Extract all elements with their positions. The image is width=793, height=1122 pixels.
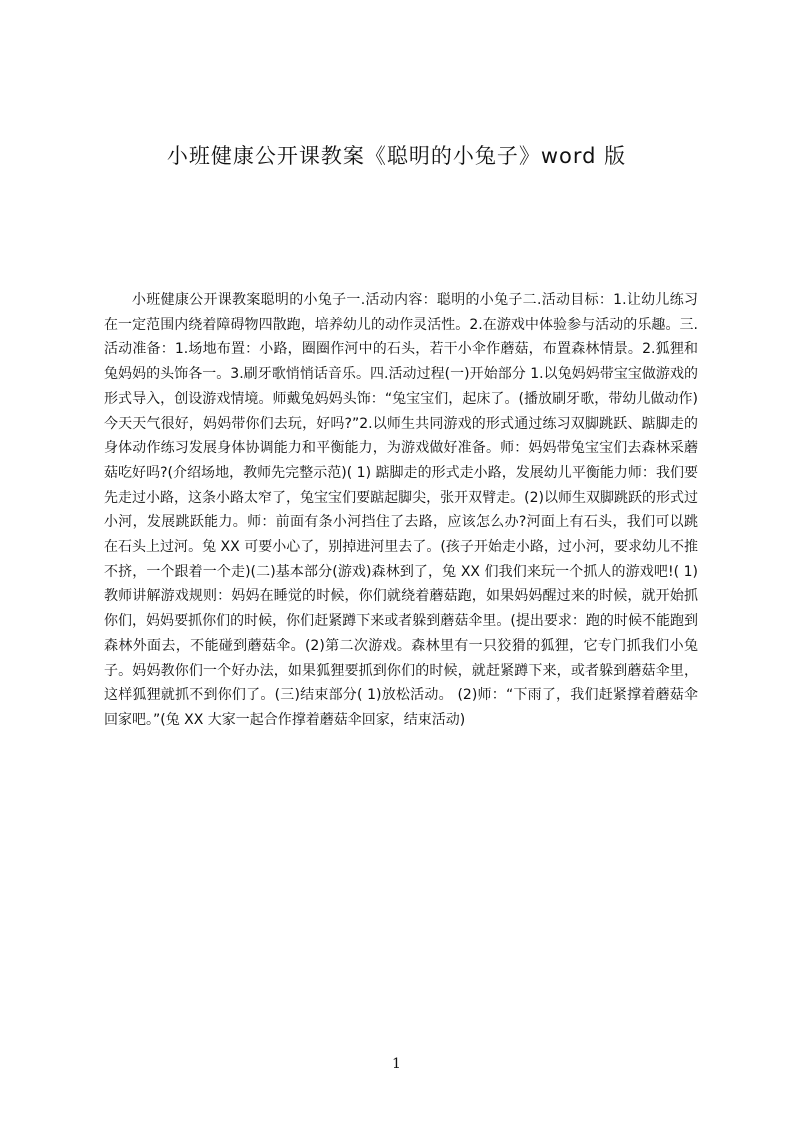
document-title: 小班健康公开课教案《聪明的小兔子》word 版: [166, 144, 627, 168]
document-body-paragraph: 小班健康公开课教案聪明的小兔子一.活动内容：聪明的小兔子二.活动目标：1.让幼儿练习在一定范围内绕着障碍物四散跑，培养幼儿的动作灵活性。2.在游戏中体验参与活动的乐趣。三.活动准备：1.场地布置：小路，圈圈作河中的石头，若干小伞作蘑菇，布置森林情景。2.狐狸和兔妈妈的头饰各一。3.刷牙歌悄悄话音乐。四.活动过程(一)开始部分 1.以兔妈妈带宝宝做游戏的形式导入，创设游戏情境。师戴兔妈妈头饰：“兔宝宝们，起床了。(播放刷牙歌，带幼儿做动作)今天天气很好，妈妈带你们去玩，好吗?”2.以师生共同游戏的形式通过练习双脚跳跃、踮脚走的身体动作练习发展身体协调能力和平衡能力，为游戏做好准备。师：妈妈带兔宝宝们去森林采蘑菇吃好吗?(介绍场地，教师先完整示范)( 1) 踮脚走的形式走小路，发展幼儿平衡能力师：我们要先走过小路，这条小路太窄了，兔宝宝们要踮起脚尖，张开双臂走。(2)以师生双脚跳跃的形式过小河，发展跳跃能力。师：前面有条小河挡住了去路，应该怎么办?河面上有石头，我们可以跳在石头上过河。兔 XX 可要小心了，别掉进河里去了。(孩子开始走小路，过小河，要求幼儿不推不挤，一个跟着一个走)(二)基本部分(游戏)森林到了，兔 XX 们我们来玩一个抓人的游戏吧!( 1) 教师讲解游戏规则：妈妈在睡觉的时候，你们就绕着蘑菇跑，如果妈妈醒过来的时候，就开始抓你们，妈妈要抓你们的时候，你们赶紧蹲下来或者躲到蘑菇伞里。(提出要求：跑的时候不能跑到森林外面去，不能碰到蘑菇伞。(2)第二次游戏。森林里有一只狡猾的狐狸，它专门抓我们小兔子。妈妈教你们一个好办法，如果狐狸要抓到你们的时候，就赶紧蹲下来，或者躲到蘑菇伞里，这样狐狸就抓不到你们了。(三)结束部分( 1)放松活动。 (2)师：“下雨了，我们赶紧撑着蘑菇伞回家吧。”(兔 XX 大家一起合作撑着蘑菇伞回家，结束活动): [104, 292, 698, 728]
page-number: 1: [392, 1056, 401, 1072]
